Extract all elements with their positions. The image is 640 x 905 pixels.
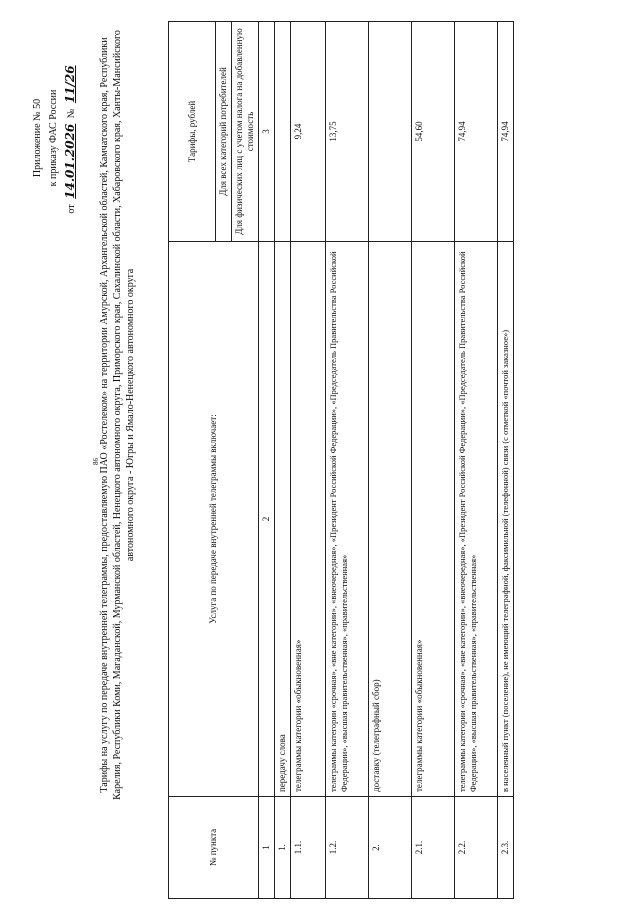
header-physical-persons: Для физических лиц с учетом налога на добавленную стоимость [232,22,259,242]
order-date: 14.01.2026 [63,123,77,199]
index-col-3: 3 [259,22,275,242]
header-row [169,22,216,899]
header-all-consumers: Для всех категорий потребителей [216,22,232,242]
tariff-table [168,21,514,899]
appendix-order-ref: к приказу ФАС России [48,89,59,187]
index-col-2: 2 [259,242,275,797]
row-num: 1.2. [326,797,369,899]
appendix-title: Приложение № 50 [32,98,43,178]
appendix-header [30,18,80,258]
table-row [326,22,369,899]
row-text: доставку (телеграфный сбор) [369,242,412,797]
row-text: телеграммы категории «обыкновенная» [412,242,455,797]
index-row [259,22,275,899]
row-price: 9,24 [291,22,326,242]
order-number: 11/26 [63,65,77,104]
row-num: 2.1. [412,797,455,899]
row-num: 1.1. [291,797,326,899]
table-row [412,22,455,899]
document-title: Тарифы на услугу по передаче внутренней телеграммы, предоставляемую ПАО «Ростелеком» на территории Амурской, Архангельской областей, Камчатского края, Республики Карелия, Республики Коми, Магаданской, Мурманской областей, Ненецкого автономного округа, Приморского края, Сахалинской области, Хабаровского края, Ханты-Мансийского автономного округа - Югры и Ямало-Ненецкого автономного округа [99,30,136,800]
row-price [369,22,412,242]
row-num: 2.3. [498,797,514,899]
row-text: телеграммы категории «срочная», «вне категории», «внеочередная», «Президент Российской Федерации», «Председатель Правительства Российской Федерации», «высшая правительственная», «правительственная» [455,242,498,797]
number-prefix: № [66,108,77,119]
row-text: телеграммы категории «срочная», «вне категории», «внеочередная», «Президент Российской Федерации», «Председатель Правительства Российской Федерации», «высшая правительственная», «правительственная» [326,242,369,797]
row-text: в населенный пункт (поселение), не имеющий телеграфной, факсимильной (телефонной) связи (с отметкой «почтой заказное») [498,242,514,797]
row-num: 2. [369,797,412,899]
table-row [275,22,291,899]
table-row [291,22,326,899]
table-row [369,22,412,899]
index-col-1: 1 [259,797,275,899]
row-text: телеграммы категории «обыкновенная» [291,242,326,797]
row-price: 74,94 [455,22,498,242]
appendix-date-line [62,18,80,258]
table-row [498,22,514,899]
row-price [275,22,291,242]
header-service: Услуга по передаче внутренней телеграммы включает: [169,242,259,797]
row-price: 13,75 [326,22,369,242]
header-num: № пункта [169,797,259,899]
row-num: 1. [275,797,291,899]
table-row [455,22,498,899]
page-number: 86 [92,458,100,465]
date-prefix: от [66,204,77,214]
row-text: передачу слова [275,242,291,797]
header-tariffs: Тарифы, рублей [169,22,216,242]
row-price: 54,60 [412,22,455,242]
row-price: 74,94 [498,22,514,242]
row-num: 2.2. [455,797,498,899]
